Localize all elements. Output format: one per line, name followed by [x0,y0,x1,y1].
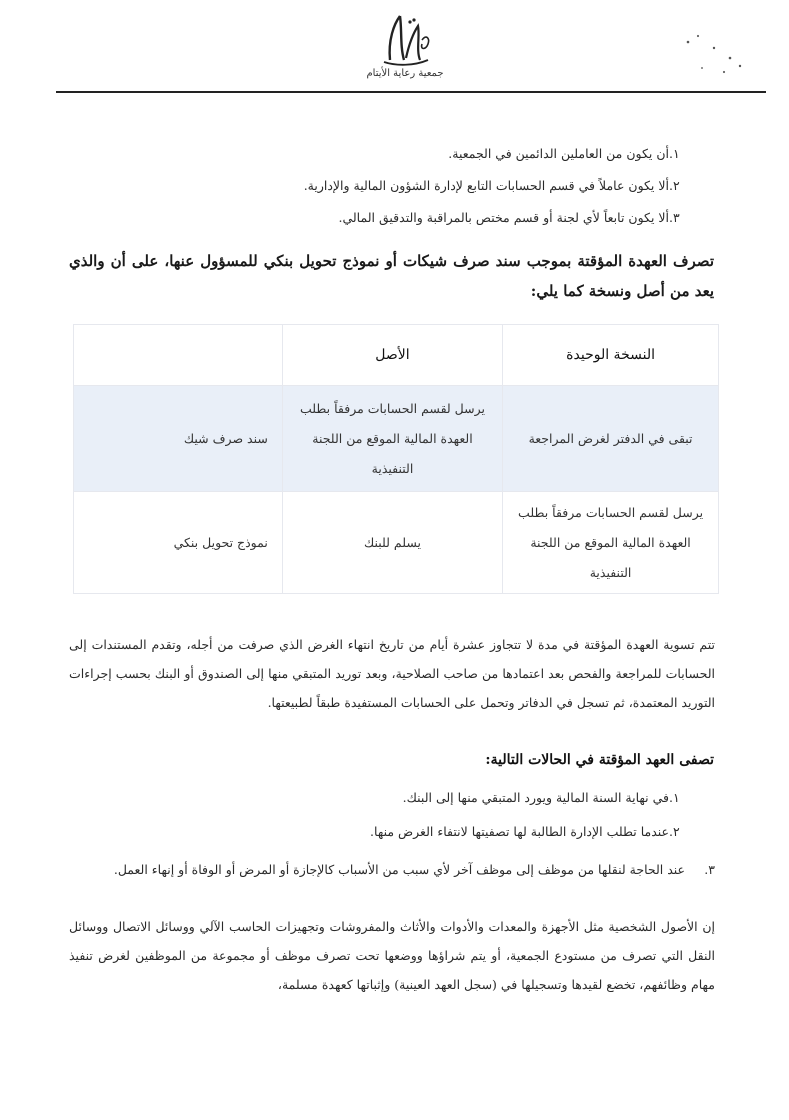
cell-copy: تبقى في الدفتر لغرض المراجعة [503,386,719,492]
cell-copy: يرسل لقسم الحسابات مرفقاً بطلب العهدة المالية الموقع من اللجنة التنفيذية [503,492,719,594]
copies-table [73,324,719,594]
list-item [59,788,699,808]
list-text: في نهاية السنة المالية ويورد المتبقي منها إلى البنك. [402,790,669,805]
list-number: ١. [669,790,680,805]
assets-paragraph: إن الأصول الشخصية مثل الأجهزة والمعدات والأدوات والأثاث والمفروشات وتجهيزات الحاسب الآلي ووسائل الاتصال ووسائل النقل التي تصرف من مستودع الجمعية، أو يتم شراؤها ووضعها تحت تصرف موظف أو مجموعة من الموظفين لغرض تنفيذ مهام وظائفهم، تخضع لقيدها وتسجيلها في (سجل العهد العينية) وإثباتها كعهدة مسلمة، [69,919,715,992]
logo-calligraphy-icon [370,10,440,70]
liquidation-heading: تصفى العهد المؤقتة في الحالات التالية: [485,752,714,768]
list-text: ألا يكون عاملاً في قسم الحسابات التابع لإدارة الشؤون المالية والإدارية. [303,178,669,193]
list-text: عندما تطلب الإدارة الطالبة لها تصفيتها لانتفاء الغرض منها. [370,824,669,839]
header-cell-document [74,325,283,386]
list-item [59,856,715,884]
list-item [59,208,699,228]
cell-original: يسلم للبنك [282,492,502,594]
table-row [74,386,719,492]
list-text: عند الحاجة لنقلها من موظف إلى موظف آخر لأي سبب من الأسباب كالإجازة أو المرض أو الوفاة أو إنهاء العمل. [113,862,685,877]
table-row [74,492,719,594]
header-cell-copy: النسخة الوحيدة [503,325,719,386]
cell-document: نموذج تحويل بنكي [74,492,283,594]
settlement-paragraph: تتم تسوية العهدة المؤقتة في مدة لا تتجاوز عشرة أيام من تاريخ انتهاء الغرض الذي صرفت من أجله، وتقدم المستندات إلى الحسابات للمراجعة والفحص بعد اعتمادها من صاحب الصلاحية، وبعد توريد المتبقي منها إلى الصندوق أو البنك بحسب إجراءات التوريد المعتمدة، ثم تسجل في الدفاتر وتحمل على الحسابات المستفيدة طبقاً لطبيعتها. [69,637,715,710]
organization-logo [360,10,450,88]
list-number: ٢. [669,824,680,839]
list-item [59,176,699,196]
disbursement-paragraph: تصرف العهدة المؤقتة بموجب سند صرف شيكات أو نموذج تحويل بنكي للمسؤول عنها، على أن والذي يعد من أصل ونسخة كما يلي: [69,252,714,300]
header-divider [56,91,766,93]
list-number: ٣. [669,210,680,225]
table-header-row [74,325,719,386]
cell-document: سند صرف شيك [74,386,283,492]
header-cell-original: الأصل [282,325,502,386]
list-text: ألا يكون تابعاً لأي لجنة أو قسم مختص بالمراقبة والتدقيق المالي. [338,210,669,225]
list-number: ٣. [704,862,715,877]
cell-original: يرسل لقسم الحسابات مرفقاً بطلب العهدة المالية الموقع من اللجنة التنفيذية [282,386,502,492]
decorative-dots-icon [680,28,750,78]
list-item [59,822,699,842]
list-number: ٢. [669,178,680,193]
list-text: أن يكون من العاملين الدائمين في الجمعية. [448,146,669,161]
list-number: ١. [669,146,680,161]
logo-text: جمعية رعاية الأيتام [366,68,444,79]
page-header [0,0,789,95]
list-item [59,144,699,164]
